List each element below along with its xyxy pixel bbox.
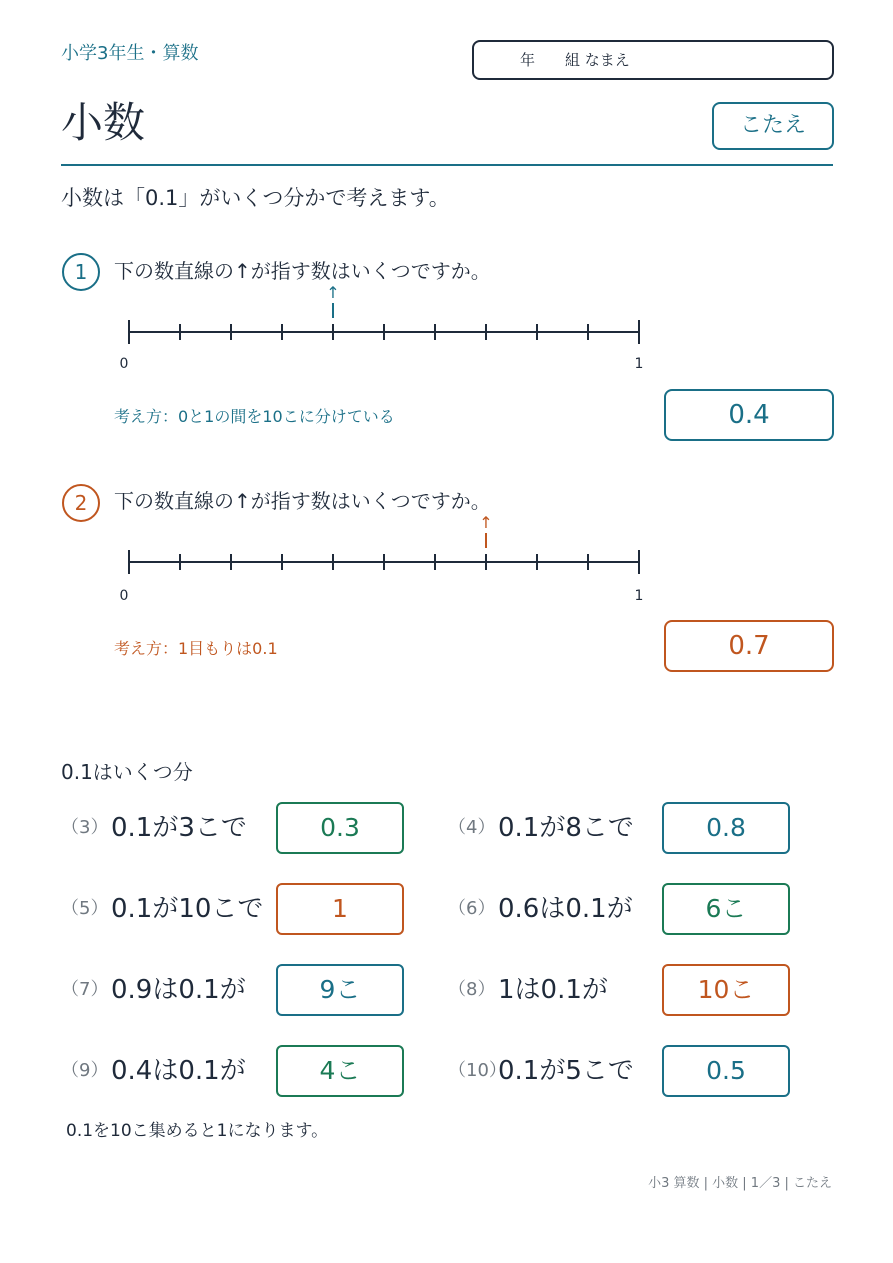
question-text-1: 下の数直線の↑が指す数はいくつですか。 [114,259,491,283]
section-title: 0.1はいくつ分 [61,760,193,784]
grade-label: 小学3年生・算数 [61,43,199,64]
page-title: 小数 [61,98,146,147]
problem-text: 0.1が3こで [111,813,247,843]
problem-text: 1は0.1が [498,975,608,1005]
problem-number: （4） [448,817,496,838]
problem-text: 0.4は0.1が [111,1056,246,1086]
problem-answer-box: 0.3 [276,802,404,854]
number-line-1 [110,280,660,375]
page-footer: 小3 算数 | 小数 | 1／3 | こたえ [648,1176,832,1191]
answer-box-2: 0.7 [664,620,834,672]
pointer-arrow-icon: ↑ [479,513,493,532]
problem-answer-box: 1 [276,883,404,935]
problem-text: 0.1が10こで [111,894,264,924]
problem-number: （8） [448,979,496,1000]
problem-text: 0.1が8こで [498,813,634,843]
problem-text: 0.9は0.1が [111,975,246,1005]
hint-1: 考え方：0と1の間を10こに分けている [114,407,395,426]
question-text-2: 下の数直線の↑が指す数はいくつですか。 [114,489,491,513]
question-number-1: 1 [62,253,100,291]
pointer-arrow-icon: ↑ [326,283,340,302]
number-line-start-label: 0 [119,588,129,604]
problem-number: （7） [61,979,109,1000]
number-line-end-label: 1 [634,356,644,372]
answer-badge: こたえ [712,102,834,150]
answer-box-1: 0.4 [664,389,834,441]
problem-number: （6） [448,898,496,919]
problem-answer-box: 0.8 [662,802,790,854]
summary-note: 0.1を10こ集めると1になります。 [66,1121,329,1141]
question-number-2: 2 [62,484,100,522]
header-divider [61,164,833,166]
number-line-end-label: 1 [634,588,644,604]
problem-number: （5） [61,898,109,919]
problem-text: 0.6は0.1が [498,894,633,924]
name-field[interactable]: 年 組 なまえ [472,40,834,80]
problem-answer-box: 10こ [662,964,790,1016]
problem-text: 0.1が5こで [498,1056,634,1086]
intro-text: 小数は「0.1」がいくつ分かで考えます。 [61,186,450,210]
problem-number: （10） [448,1060,507,1081]
problem-answer-box: 9こ [276,964,404,1016]
problem-answer-box: 6こ [662,883,790,935]
number-line-2 [110,510,660,607]
problem-answer-box: 0.5 [662,1045,790,1097]
number-line-start-label: 0 [119,356,129,372]
problem-number: （9） [61,1060,109,1081]
problem-answer-box: 4こ [276,1045,404,1097]
hint-2: 考え方：1目もりは0.1 [114,639,278,658]
problem-number: （3） [61,817,109,838]
